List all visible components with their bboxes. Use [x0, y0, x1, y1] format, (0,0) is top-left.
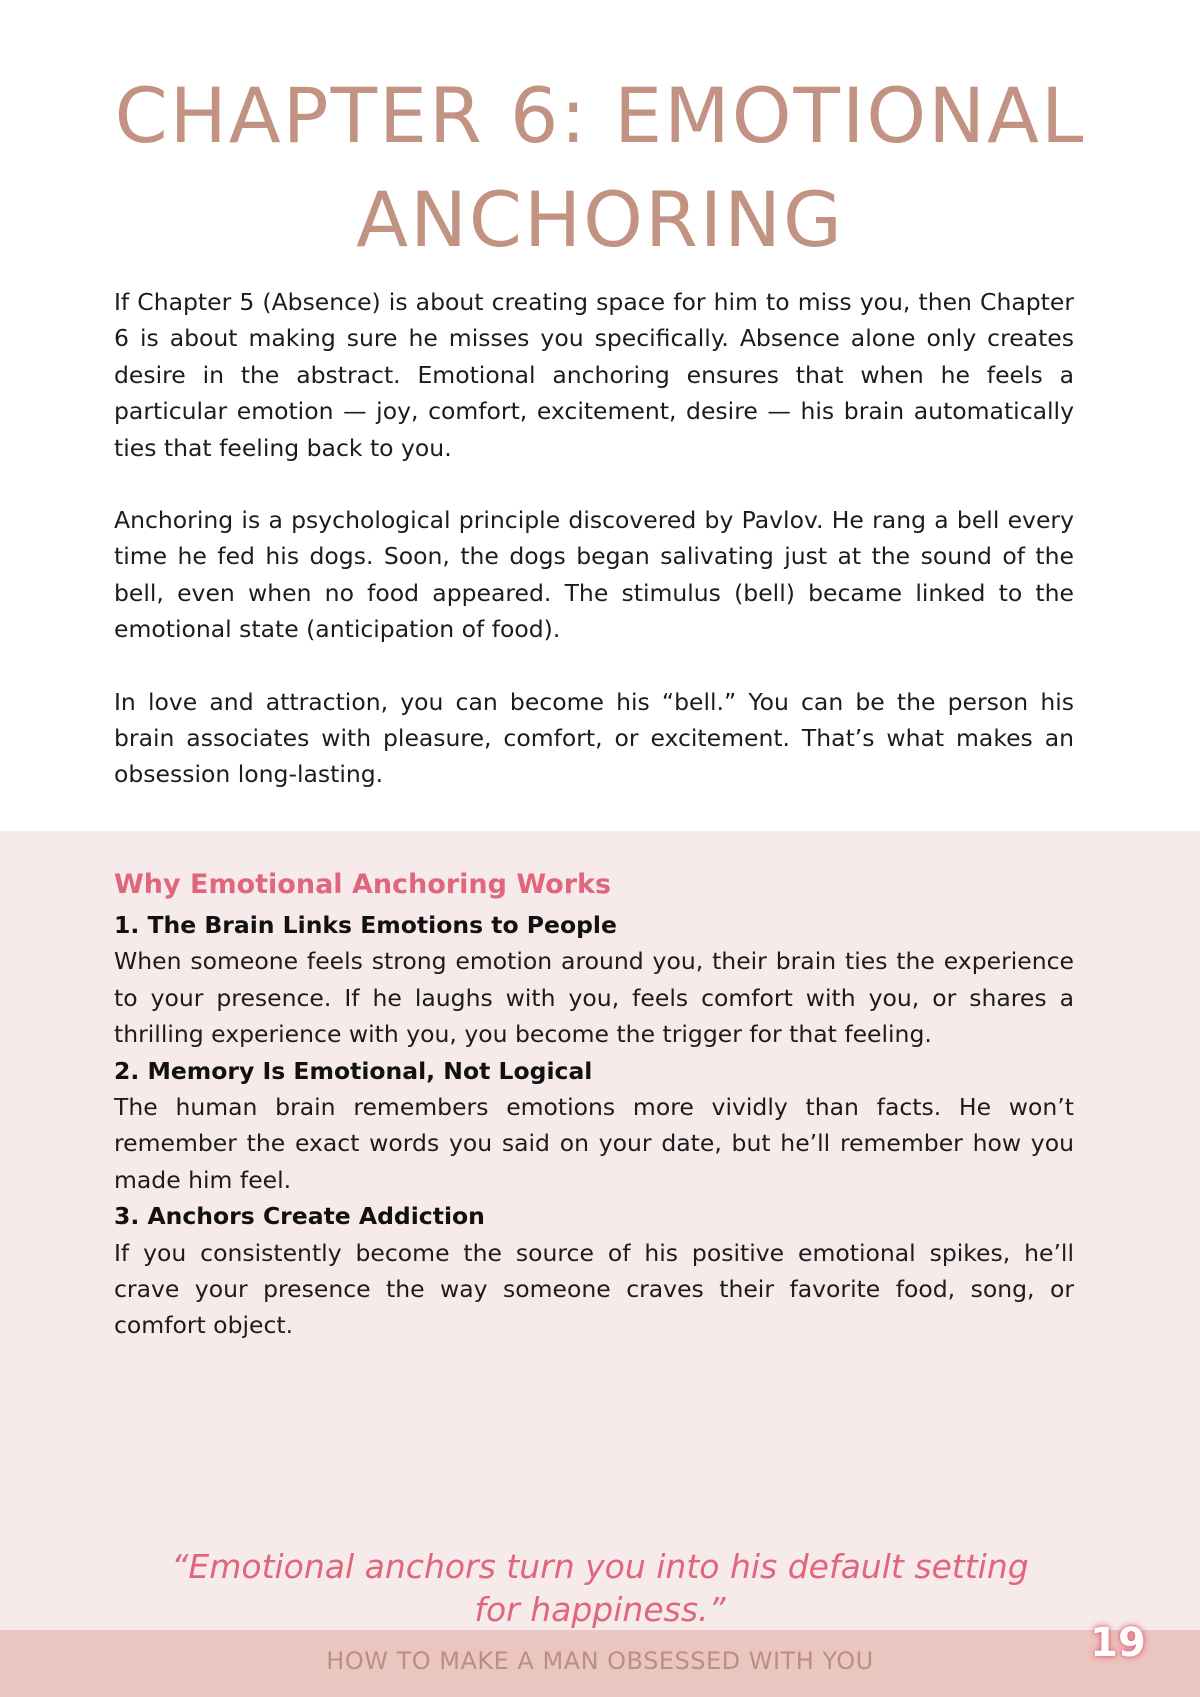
pull-quote: [150, 1545, 1050, 1631]
why-item-body: The human brain remembers emotions more vividly than facts. He won’t remember the exact words you said on your date, but he’ll remember how you made him feel.: [114, 1093, 1074, 1194]
footer-book-title: HOW TO MAKE A MAN OBSESSED WITH YOU: [326, 1647, 874, 1675]
intro-paragraph: Anchoring is a psychological principle discovered by Pavlov. He rang a bell every time he fed his dogs. Soon, the dogs began salivating just at the sound of the bell, even when no food appeared. The stimulus (bell) became linked to the emotional state (anticipation of food).: [114, 506, 1074, 644]
page-number: 19: [1090, 1620, 1146, 1666]
chapter-title-line-2: ANCHORING: [356, 175, 844, 264]
why-section-heading: Why Emotional Anchoring Works: [114, 869, 612, 900]
intro-paragraph: In love and attraction, you can become his “bell.” You can be the person his brain associates with pleasure, comfort, or excitement. That’s what makes an obsession long-lasting.: [114, 687, 1074, 789]
why-item-title: 1. The Brain Links Emotions to People: [114, 911, 617, 939]
why-item: [114, 907, 1074, 1053]
pull-quote-line-2: for happiness.”: [474, 1590, 726, 1629]
intro-section: [114, 284, 1074, 793]
why-item-body: When someone feels strong emotion around you, their brain ties the experience to your presence. If he laughs with you, feels comfort with you, or shares a thrilling experience with you, you become the trigger for that feeling.: [114, 947, 1074, 1049]
why-item: [114, 1198, 1074, 1344]
intro-paragraph: If Chapter 5 (Absence) is about creating space for him to miss you, then Chapter 6 is about making sure he misses you specifically. Absence alone only creates desire in the abstract. Emotional anchoring ensures that when he feels a particular emotion — joy, comfort, excitement, desire — his brain automatically ties that feeling back to you.: [114, 288, 1074, 462]
chapter-title: [0, 64, 1200, 272]
chapter-title-line-1: CHAPTER 6: EMOTIONAL: [114, 71, 1086, 160]
why-item-title: 3. Anchors Create Addiction: [114, 1202, 485, 1231]
why-item-title: 2. Memory Is Emotional, Not Logical: [114, 1056, 593, 1085]
why-section: [114, 865, 1074, 1344]
why-item-body: If you consistently become the source of his positive emotional spikes, he’ll crave your presence the way someone craves their favorite food, song, or comfort object.: [114, 1238, 1074, 1340]
why-item: [114, 1053, 1074, 1199]
pull-quote-line-1: “Emotional anchors turn you into his default setting: [171, 1547, 1029, 1586]
